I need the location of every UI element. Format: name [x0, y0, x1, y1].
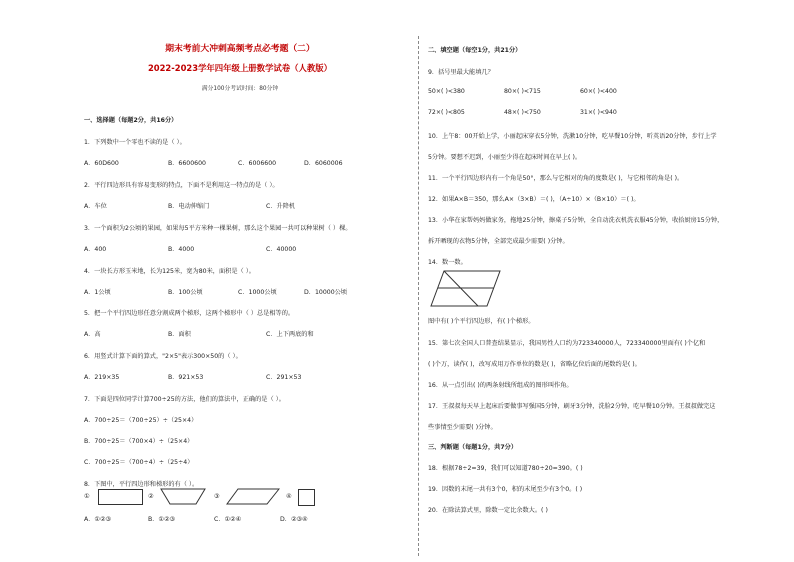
- q1-option-c[interactable]: C．6006600: [238, 160, 277, 167]
- q4-option-c[interactable]: C．1000公顷: [238, 289, 277, 296]
- q5-option-b[interactable]: B．面积: [168, 331, 191, 338]
- question-11: 11．一个平行四边形内有一个角是50°，那么与它相对的角的度数是( )，与它相邻的角是( )。: [428, 175, 684, 182]
- q2-option-b[interactable]: B．电动伸缩门: [168, 203, 210, 210]
- q1-option-b[interactable]: B．6600600: [168, 160, 206, 167]
- question-20: 20．在除法算式里，除数一定比余数大。( ): [428, 507, 548, 514]
- q4-option-d[interactable]: D．10000公顷: [304, 289, 348, 296]
- q9-item-3[interactable]: 60×( )<400: [580, 88, 617, 95]
- q7-option-c[interactable]: C．700÷25＝（700÷4）÷（25÷4）: [84, 459, 194, 466]
- question-15-cont: ( )个万，读作( )，改写成用万作单位的数是( )，省略亿位后面的尾数约是( )。: [428, 361, 641, 368]
- question-10-cont: 5分钟。要想不迟到，小丽至少得在起床时间在早上( )。: [428, 154, 582, 161]
- q3-option-a[interactable]: A．400: [84, 246, 107, 253]
- square-shape: [298, 489, 315, 506]
- page-title: 期末考前大冲刺高频考点必考题（二）: [165, 44, 315, 54]
- question-18: 18．根据78÷2=39，我们可以知道780÷20=390。( ): [428, 465, 583, 472]
- q7-option-b[interactable]: B．700÷25＝（700×4）÷（25×4）: [84, 438, 194, 445]
- q9-item-6[interactable]: 31×( )<940: [580, 109, 617, 116]
- q9-item-4[interactable]: 72×( )<805: [428, 109, 465, 116]
- q3-option-c[interactable]: C．40000: [266, 246, 297, 253]
- page-subtitle: 2022-2023学年四年级上册数学试卷（人教版）: [147, 63, 333, 73]
- q6-option-c[interactable]: C．291×53: [266, 374, 302, 381]
- question-10: 10．上午8：00开始上学，小丽起床穿衣5分钟，洗漱10分钟，吃早餐10分钟，听英语20分钟，步行上学: [428, 133, 717, 140]
- question-13-cont: 拆开晒现的衣物5分钟，全部完成最少需要( )分钟。: [428, 238, 569, 245]
- question-12: 12．如果A×B＝350，那么A×（3×B）＝( )，（A÷10）×（B×10）＝( )。: [428, 196, 640, 203]
- question-1: 1．下列数中一个零也不读的是（ ）。: [84, 139, 186, 146]
- question-16: 16．从一点引出( )的两条射线所组成的图形叫作角。: [428, 382, 573, 389]
- q6-option-b[interactable]: B．921×53: [168, 374, 204, 381]
- q9-item-1[interactable]: 50×( )<380: [428, 88, 465, 95]
- question-15: 15．第七次全国人口普查结果显示，我国男性人口约为723340000人，723340000里面有( )个亿和: [428, 340, 706, 347]
- question-5: 5．把一个平行四边形任意分割成两个梯形，这两个梯形中（ ）总是相等的。: [84, 310, 295, 317]
- question-6: 6．用竖式计算下面的算式，"2×5"表示300×50的（ ）。: [84, 353, 242, 360]
- q9-item-5[interactable]: 48×( )<750: [504, 109, 541, 116]
- q8-option-d[interactable]: D．②③④: [280, 516, 308, 523]
- q5-option-a[interactable]: A．高: [84, 331, 101, 338]
- question-4: 4．一块长方形玉米地，长为125米，宽为80米，面积是（ ）。: [84, 268, 255, 275]
- question-13: 13．小华在家帮妈妈做家务，拖地25分钟，擦桌子5分钟，全自动洗衣机洗衣服45分钟，收拾厨房15分钟，: [428, 217, 724, 224]
- shape-label-3: ③: [214, 493, 220, 500]
- column-divider: [418, 36, 419, 556]
- q6-option-a[interactable]: A．219×35: [84, 374, 120, 381]
- q8-option-a[interactable]: A．①②③: [84, 516, 112, 523]
- q4-option-b[interactable]: B．100公顷: [168, 289, 203, 296]
- rectangle-shape: [98, 489, 143, 505]
- parallelogram-shape: [226, 488, 280, 505]
- q9-item-2[interactable]: 80×( )<715: [504, 88, 541, 95]
- question-7: 7．下面是四位同学计算700÷25的方法，他们的算法中，正确的是（ ）。: [84, 396, 285, 403]
- question-3: 3．一个面积为2公顷的果园，如果每5平方米种一棵果树，那么这个果园一共可以种果树（ ）棵。: [84, 225, 352, 232]
- q8-figures: [84, 488, 344, 510]
- section-1-heading: 一、选择题（每题2分，共16分）: [84, 117, 178, 124]
- q7-option-a[interactable]: A．700÷25＝（700÷25）÷（25×4）: [84, 417, 198, 424]
- trapezoid-shape: [160, 488, 206, 505]
- question-17-cont: 些事情至少需要( )分钟。: [428, 424, 497, 431]
- q14-figure: [430, 270, 502, 308]
- q5-option-c[interactable]: C．上下两底的和: [266, 331, 314, 338]
- section-3-heading: 三、判断题（每题1分，共7分）: [428, 444, 518, 451]
- q1-option-a[interactable]: A．60D600: [84, 160, 119, 167]
- question-9: 9．括号里最大能填几？: [428, 69, 494, 76]
- shape-label-1: ①: [84, 493, 90, 500]
- question-14-fill: 图中有( )个平行四边形，有( )个梯形。: [428, 318, 535, 325]
- question-8: 8．下图中，平行四边形和梯形的有（ ）。: [84, 481, 199, 488]
- question-14: 14．数一数。: [428, 259, 467, 266]
- question-17: 17．王叔叔每天早上起床后要做事写强国5分钟，刷牙3分钟，洗脸2分钟，吃早餐10分钟。王叔叔做完这: [428, 403, 716, 410]
- q3-option-b[interactable]: B．4000: [168, 246, 195, 253]
- q1-option-d[interactable]: D．6060006: [304, 160, 343, 167]
- shape-label-4: ④: [286, 493, 292, 500]
- section-2-heading: 二、填空题（每空1分，共21分）: [428, 47, 522, 54]
- q2-option-c[interactable]: C．升降机: [266, 203, 296, 210]
- question-2: 2．平行四边形具有容易变形的特点，下面不是利用这一特点的是（ ）。: [84, 182, 279, 189]
- q2-option-a[interactable]: A．车位: [84, 203, 107, 210]
- exam-meta: 满分100分考试时间：80分钟: [201, 86, 279, 92]
- question-19: 19．因数的末尾一共有3个0，积的末尾至少有3个0。( ): [428, 486, 583, 493]
- q4-option-a[interactable]: A．1公顷: [84, 289, 111, 296]
- q8-option-c[interactable]: C．①②④: [214, 516, 242, 523]
- shape-label-2: ②: [148, 493, 154, 500]
- q8-option-b[interactable]: B．①②③: [148, 516, 176, 523]
